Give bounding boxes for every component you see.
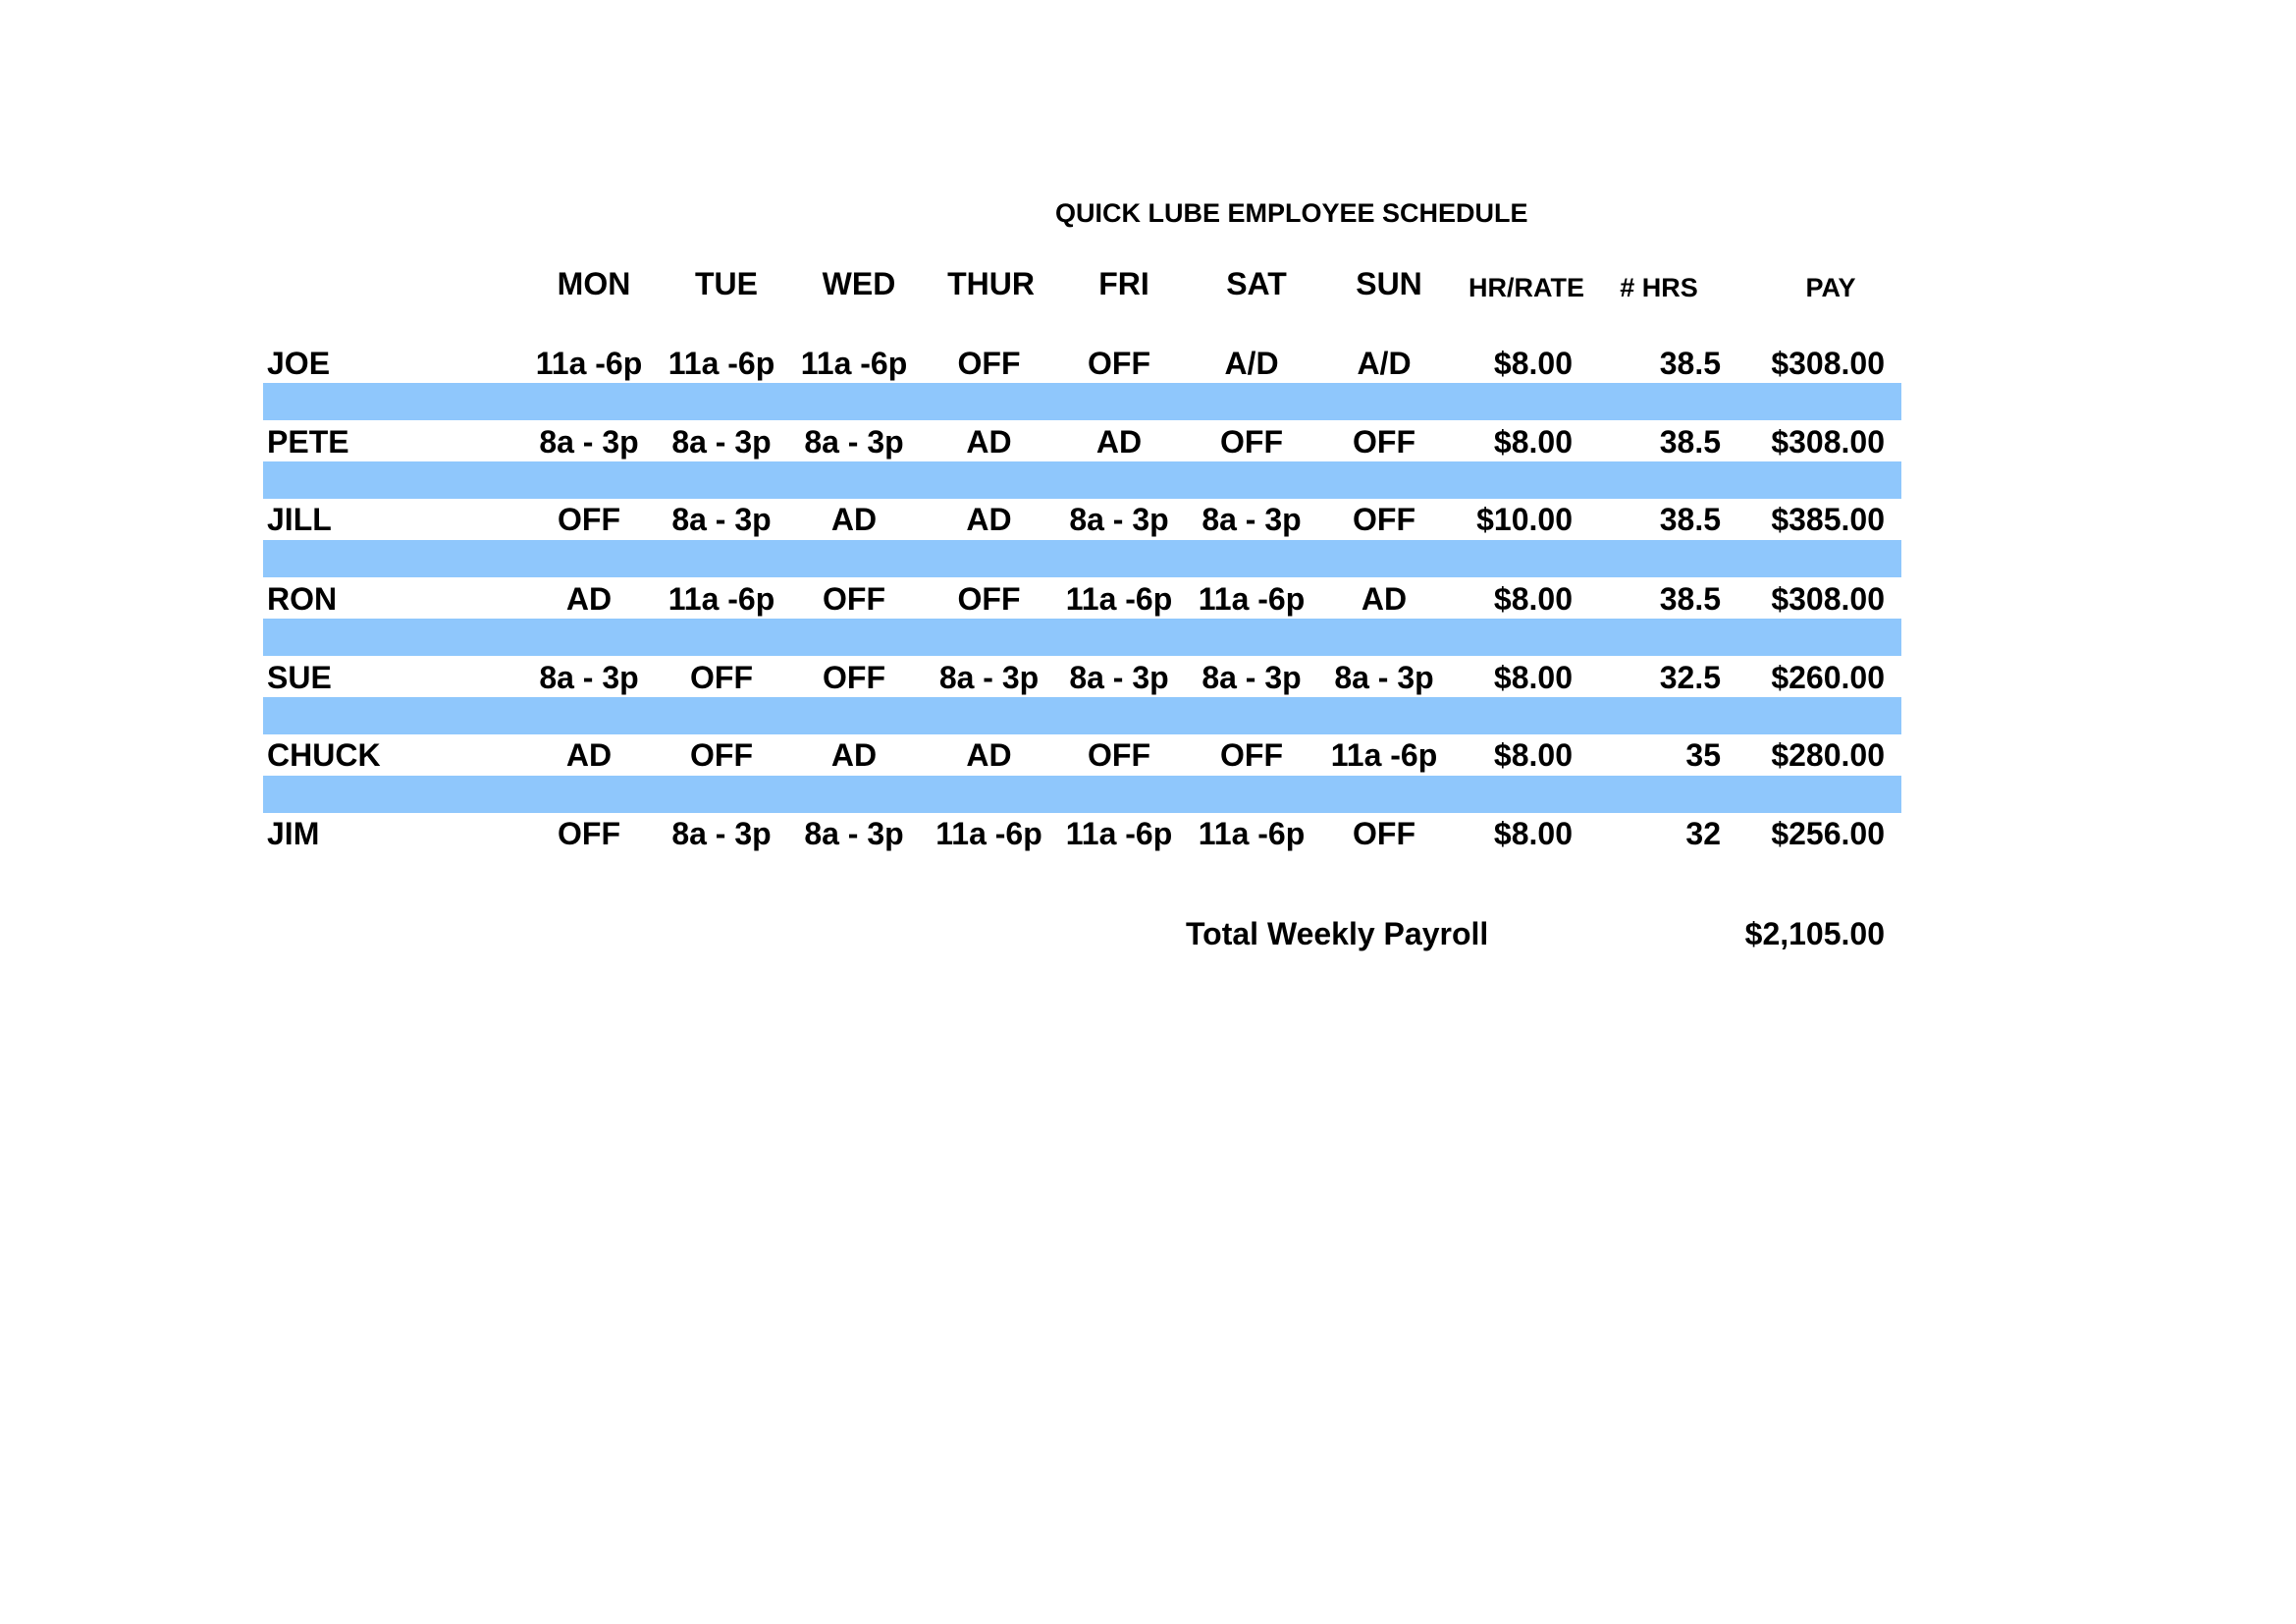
- shift-thur: OFF: [957, 346, 1021, 381]
- shift-thur: OFF: [957, 581, 1021, 617]
- shift-wed: 11a -6p: [800, 346, 908, 381]
- employee-name: JILL: [267, 502, 332, 537]
- hours-worked: 38.5: [1659, 581, 1721, 617]
- hours-worked: 35: [1685, 737, 1721, 773]
- shift-tue: 11a -6p: [667, 346, 775, 381]
- weekly-pay: $308.00: [1771, 581, 1885, 617]
- shift-fri: OFF: [1088, 737, 1150, 773]
- shift-mon: OFF: [558, 816, 620, 851]
- employee-name: JOE: [267, 346, 331, 381]
- hourly-rate: $8.00: [1493, 660, 1573, 695]
- shift-wed: 8a - 3p: [804, 424, 904, 460]
- shift-sun: OFF: [1353, 502, 1415, 537]
- header-rate: HR/RATE: [1468, 273, 1584, 302]
- shift-wed: OFF: [823, 660, 885, 695]
- shift-mon: AD: [565, 581, 613, 617]
- shift-sat: OFF: [1220, 424, 1283, 460]
- shift-wed: OFF: [823, 581, 885, 617]
- total-value: $2,105.00: [1744, 916, 1885, 951]
- header-sat: SAT: [1226, 266, 1287, 301]
- shift-fri: 11a -6p: [1065, 581, 1173, 617]
- row-separator: [263, 461, 1901, 499]
- shift-tue: OFF: [690, 737, 753, 773]
- page-title: QUICK LUBE EMPLOYEE SCHEDULE: [1055, 198, 1528, 228]
- row-separator: [263, 776, 1901, 813]
- header-tue: TUE: [695, 266, 758, 301]
- shift-thur: 11a -6p: [935, 816, 1042, 851]
- shift-mon: 8a - 3p: [539, 660, 639, 695]
- shift-sun: OFF: [1353, 816, 1415, 851]
- row-separator: [263, 697, 1901, 734]
- header-mon: MON: [557, 266, 631, 301]
- shift-fri: AD: [1095, 424, 1143, 460]
- shift-sat: OFF: [1220, 737, 1283, 773]
- row-separator: [263, 619, 1901, 656]
- shift-mon: AD: [565, 737, 613, 773]
- shift-fri: 11a -6p: [1065, 816, 1173, 851]
- shift-wed: AD: [830, 737, 878, 773]
- total-label: Total Weekly Payroll: [1186, 916, 1489, 951]
- employee-name: CHUCK: [267, 737, 381, 773]
- shift-tue: 8a - 3p: [671, 816, 772, 851]
- shift-mon: 8a - 3p: [539, 424, 639, 460]
- row-separator: [263, 540, 1901, 577]
- shift-thur: AD: [966, 737, 1012, 773]
- shift-sat: A/D: [1224, 346, 1279, 381]
- shift-tue: 8a - 3p: [671, 502, 772, 537]
- shift-wed: 8a - 3p: [804, 816, 904, 851]
- shift-tue: 8a - 3p: [671, 424, 772, 460]
- shift-sun: AD: [1361, 581, 1408, 617]
- header-wed: WED: [822, 266, 896, 301]
- hours-worked: 32.5: [1659, 660, 1721, 695]
- shift-tue: OFF: [690, 660, 753, 695]
- shift-thur: AD: [966, 502, 1012, 537]
- weekly-pay: $308.00: [1771, 424, 1885, 460]
- header-pay: PAY: [1805, 273, 1856, 302]
- shift-thur: AD: [966, 424, 1012, 460]
- employee-name: PETE: [267, 424, 349, 460]
- shift-mon: OFF: [558, 502, 620, 537]
- shift-wed: AD: [830, 502, 878, 537]
- weekly-pay: $385.00: [1771, 502, 1885, 537]
- hourly-rate: $8.00: [1493, 816, 1573, 851]
- shift-sat: 8a - 3p: [1201, 502, 1302, 537]
- shift-sat: 8a - 3p: [1201, 660, 1302, 695]
- shift-tue: 11a -6p: [667, 581, 775, 617]
- weekly-pay: $260.00: [1771, 660, 1885, 695]
- hourly-rate: $10.00: [1476, 502, 1573, 537]
- shift-mon: 11a -6p: [535, 346, 643, 381]
- hourly-rate: $8.00: [1493, 581, 1573, 617]
- shift-fri: OFF: [1088, 346, 1150, 381]
- hourly-rate: $8.00: [1493, 424, 1573, 460]
- shift-sun: 11a -6p: [1330, 737, 1438, 773]
- row-separator: [263, 383, 1901, 420]
- employee-name: RON: [267, 581, 338, 617]
- employee-name: SUE: [267, 660, 332, 695]
- weekly-pay: $308.00: [1771, 346, 1885, 381]
- shift-thur: 8a - 3p: [938, 660, 1040, 695]
- weekly-pay: $280.00: [1771, 737, 1885, 773]
- hours-worked: 32: [1685, 816, 1721, 851]
- header-thur: THUR: [947, 266, 1035, 301]
- weekly-pay: $256.00: [1771, 816, 1885, 851]
- hours-worked: 38.5: [1659, 346, 1721, 381]
- shift-sun: 8a - 3p: [1334, 660, 1434, 695]
- shift-fri: 8a - 3p: [1069, 502, 1169, 537]
- header-fri: FRI: [1098, 266, 1149, 301]
- shift-fri: 8a - 3p: [1069, 660, 1169, 695]
- shift-sun: A/D: [1357, 346, 1412, 381]
- hours-worked: 38.5: [1659, 502, 1721, 537]
- header-sun: SUN: [1356, 266, 1422, 301]
- shift-sun: OFF: [1353, 424, 1415, 460]
- hourly-rate: $8.00: [1493, 346, 1573, 381]
- employee-name: JIM: [267, 816, 320, 851]
- header-hrs: # HRS: [1620, 273, 1698, 302]
- shift-sat: 11a -6p: [1198, 816, 1306, 851]
- shift-sat: 11a -6p: [1198, 581, 1306, 617]
- hours-worked: 38.5: [1659, 424, 1721, 460]
- hourly-rate: $8.00: [1493, 737, 1573, 773]
